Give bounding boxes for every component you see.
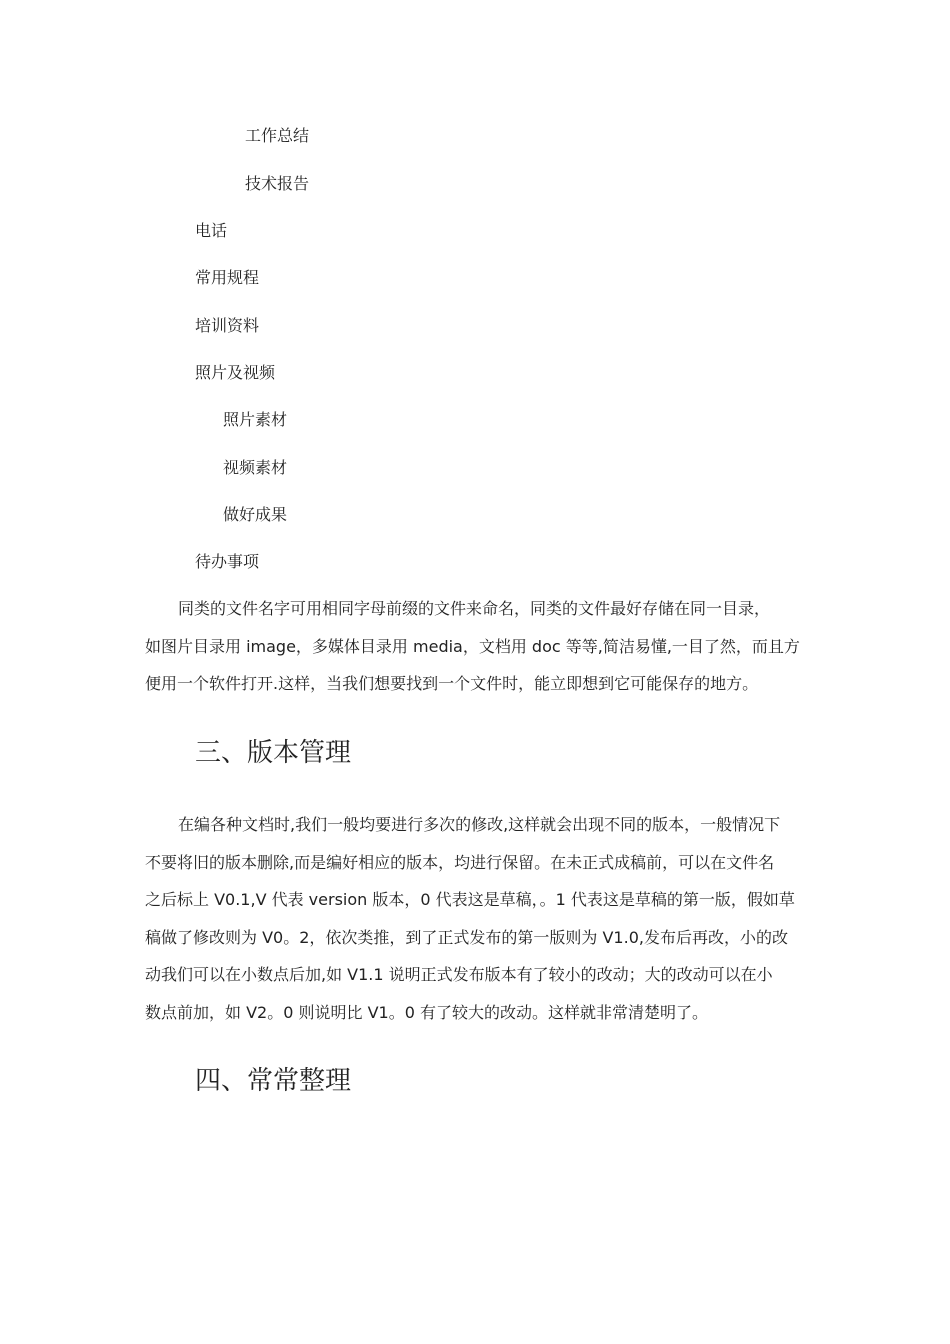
paragraph-line: 不要将旧的版本删除,而是编好相应的版本，均进行保留。在未正式成稿前，可以在文件名 <box>145 852 775 872</box>
tree-item-video-material: 视频素材 <box>223 458 288 477</box>
tree-item-phone: 电话 <box>195 221 228 240</box>
paragraph-line: 稿做了修改则为 V0。2，依次类推，到了正式发布的第一版则为 V1.0,发布后再改，小的改 <box>145 927 788 947</box>
paragraph-naming <box>145 590 810 703</box>
tree-item-todo: 待办事项 <box>195 552 260 571</box>
paragraph-versioning <box>145 806 810 1031</box>
tree-item-photo-material: 照片素材 <box>223 410 288 429</box>
paragraph-line: 动我们可以在小数点后加,如 V1.1 说明正式发布版本有了较小的改动；大的改动可以在小 <box>145 965 773 984</box>
paragraph-line: 数点前加，如 V2。0 则说明比 V1。0 有了较大的改动。这样就非常清楚明了。 <box>145 1002 708 1022</box>
section-heading-version-management: 三、版本管理 <box>195 738 352 768</box>
paragraph-line: 便用一个软件打开.这样，当我们想要找到一个文件时，能立即想到它可能保存的地方。 <box>145 674 759 693</box>
paragraph-line: 同类的文件名字可用相同字母前缀的文件来命名，同类的文件最好存储在同一目录， <box>178 599 771 618</box>
paragraph-line: 如图片目录用 image，多媒体目录用 media，文档用 doc 等等,简洁易懂,一目了然，而且方 <box>145 636 800 656</box>
tree-item-tech-report: 技术报告 <box>245 174 310 193</box>
tree-item-training: 培训资料 <box>195 316 260 335</box>
paragraph-line: 之后标上 V0.1,V 代表 version 版本，0 代表这是草稿，。1 代表这是草稿的第一版，假如草 <box>145 890 795 909</box>
section-heading-regular-organizing: 四、常常整理 <box>195 1066 352 1096</box>
tree-item-photos-videos: 照片及视频 <box>195 363 276 382</box>
tree-item-work-summary: 工作总结 <box>245 126 310 145</box>
tree-item-procedures: 常用规程 <box>195 268 260 287</box>
paragraph-line: 在编各种文档时,我们一般均要进行多次的修改,这样就会出现不同的版本，一般情况下 <box>178 815 781 834</box>
tree-item-finished-results: 做好成果 <box>223 505 288 524</box>
